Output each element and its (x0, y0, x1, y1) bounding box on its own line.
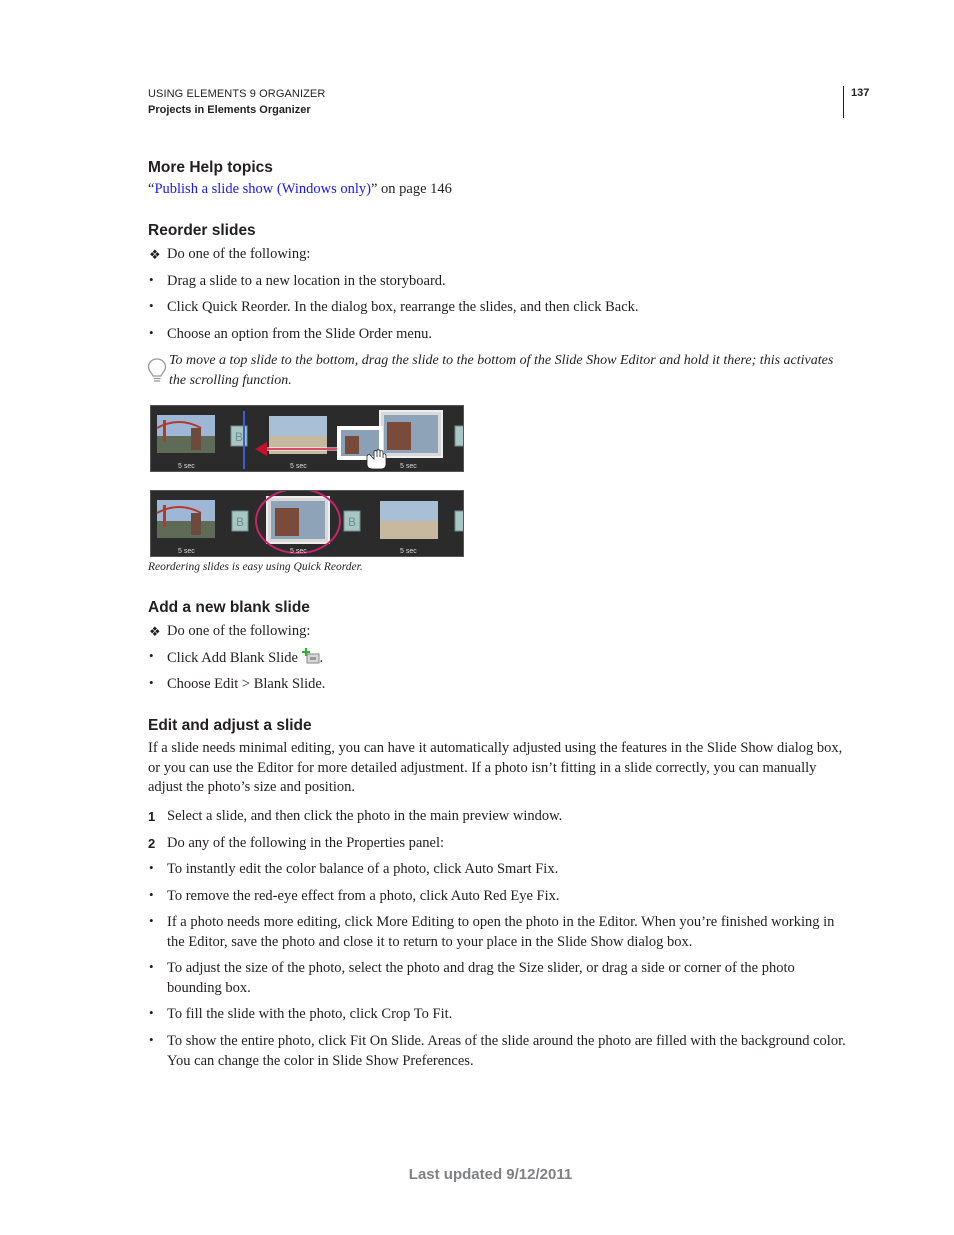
reorder-slides-heading: Reorder slides (148, 222, 256, 239)
blank-slide-bullet-2: Choose Edit > Blank Slide. (167, 676, 326, 692)
slide-duration: 5 sec (178, 548, 195, 555)
storyboard-after (150, 490, 464, 557)
edit-bullet-5: To fill the slide with the photo, click Crop To Fit. (167, 1006, 453, 1022)
slide-duration: 5 sec (400, 463, 417, 470)
bullet-marker: • (149, 913, 154, 928)
figure-caption: Reordering slides is easy using Quick Reorder. (148, 561, 363, 573)
bullet-marker: • (149, 887, 154, 902)
bullet-marker: • (149, 1032, 154, 1047)
diamond-marker: ❖ (149, 624, 161, 639)
edit-bullet-2: To remove the red-eye effect from a photo, click Auto Red Eye Fix. (167, 888, 560, 904)
blank-slide-bullet-1 (167, 648, 847, 669)
svg-text:B: B (235, 515, 245, 529)
add-blank-slide-icon (302, 648, 320, 664)
header-divider (843, 86, 844, 118)
reorder-intro: Do one of the following: (167, 246, 311, 262)
dragged-slide-thumb (380, 411, 442, 457)
slide-duration: 5 sec (400, 548, 417, 555)
svg-text:B: B (234, 430, 244, 444)
last-updated-footer: Last updated 9/12/2011 (408, 1166, 573, 1183)
bullet-marker: • (149, 959, 154, 974)
bullet-marker: • (149, 298, 154, 313)
blank-slide-bullet-1-suffix: . (319, 650, 324, 666)
slide-thumb-golden-gate (157, 500, 215, 538)
moved-slide-thumb (267, 497, 329, 543)
drag-arrow-head (255, 442, 267, 456)
diamond-marker: ❖ (149, 247, 161, 262)
blank-slide-icon (455, 511, 463, 531)
blank-slide-icon (344, 511, 360, 531)
slide-duration: 5 sec (290, 548, 307, 555)
blank-slide-intro: Do one of the following: (167, 623, 311, 639)
blank-slide-bullet-1-text: Click Add Blank Slide (167, 650, 298, 666)
storyboard-before (150, 405, 464, 472)
slide-thumb-city (380, 501, 438, 539)
bullet-marker: • (149, 325, 154, 340)
lightbulb-icon (147, 357, 167, 385)
running-header-subtitle: Projects in Elements Organizer (148, 104, 311, 116)
slide-thumb-golden-gate (157, 415, 215, 453)
reorder-bullet-2: Click Quick Reorder. In the dialog box, rearrange the slides, and then click Back. (167, 299, 639, 315)
bullet-marker: • (149, 675, 154, 690)
publish-slide-show-link[interactable]: Publish a slide show (Windows only) (154, 181, 371, 197)
more-help-heading: More Help topics (148, 159, 273, 176)
slide-duration: 5 sec (178, 463, 195, 470)
step-number: 2 (148, 836, 156, 851)
more-help-link-line (148, 180, 452, 200)
edit-bullet-4: To adjust the size of the photo, select the photo and drag the Size slider, or drag a side or corner of the photo bounding box. (167, 960, 795, 996)
edit-bullet-1: To instantly edit the color balance of a photo, click Auto Smart Fix. (167, 861, 559, 877)
bullet-marker: • (149, 860, 154, 875)
open-quote: “ (148, 181, 155, 197)
link-suffix: ” on page 146 (370, 181, 452, 197)
svg-text:B: B (347, 515, 357, 529)
running-header-title: USING ELEMENTS 9 ORGANIZER (148, 88, 326, 100)
bullet-marker: • (149, 648, 154, 663)
reorder-bullet-1: Drag a slide to a new location in the storyboard. (167, 273, 446, 289)
blank-slide-icon (455, 426, 463, 446)
tip-text: To move a top slide to the bottom, drag the slide to the bottom of the Slide Show Editor and hold it there; this activates the scrolling function. (169, 353, 834, 388)
page-number: 137 (851, 87, 870, 99)
add-blank-slide-heading: Add a new blank slide (148, 599, 310, 616)
reorder-bullet-3: Choose an option from the Slide Order menu. (167, 326, 432, 342)
step-1-text: Select a slide, and then click the photo in the main preview window. (167, 808, 563, 824)
bullet-marker: • (149, 272, 154, 287)
step-number: 1 (148, 809, 156, 824)
blank-slide-icon (232, 511, 248, 531)
step-2-text: Do any of the following in the Properties panel: (167, 835, 445, 851)
edit-adjust-paragraph: If a slide needs minimal editing, you can have it automatically adjusted using the features in the Slide Show dialog box, or you can use the Editor for more detailed adjustment. If a photo isn’t fitting in a slide correctly, you can manually adjust the photo’s size and position. (148, 740, 843, 795)
bullet-marker: • (149, 1005, 154, 1020)
edit-adjust-heading: Edit and adjust a slide (148, 717, 312, 734)
slide-duration: 5 sec (290, 463, 307, 470)
edit-bullet-6: To show the entire photo, click Fit On Slide. Areas of the slide around the photo are filled with the background color. You can change the color in Slide Show Preferences. (167, 1033, 846, 1069)
edit-bullet-3: If a photo needs more editing, click More Editing to open the photo in the Editor. When you’re finished working in the Editor, save the photo and close it to return to your place in the Slide Show dialog box. (167, 914, 835, 950)
